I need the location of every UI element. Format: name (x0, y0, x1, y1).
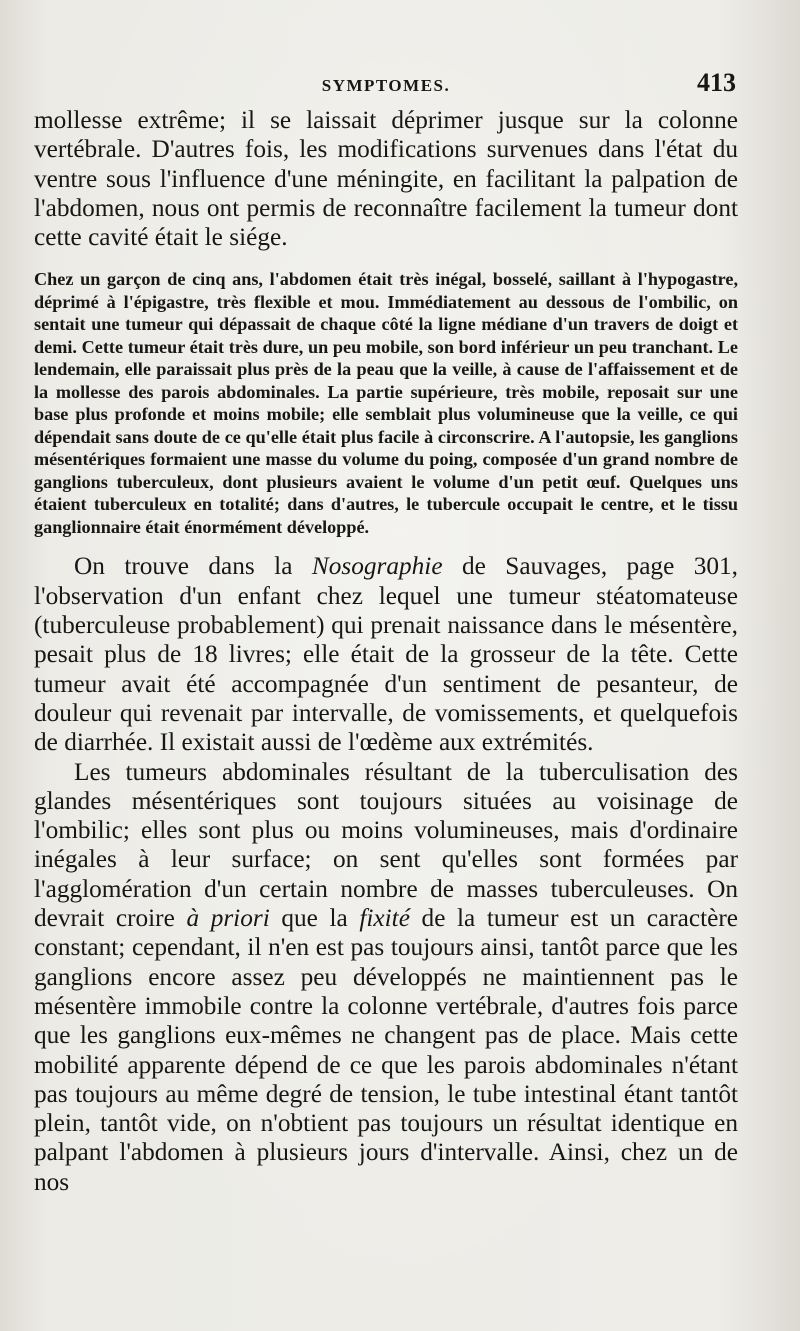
running-head (34, 68, 738, 106)
paragraph-text: de Sauvages, page 301, l'observation d'un enfant chez lequel une tumeur stéatomateuse (tuberculeuse probablement) qui prenait naissance dans le mésentère, pesait plus de 18 livres; elle était de la grosseur de la tête. Cette tumeur avait été accompagnée d'un sentiment de pesanteur, de douleur qui revenait par intervalle, de vomissements, et quelquefois de diarrhée. Il existait aussi de l'œdème aux extrémités. (34, 552, 738, 757)
paragraph-text: de la tumeur est un caractère constant; cependant, il n'en est pas toujours ainsi, tantôt parce que les ganglions encore assez peu développés ne maintiennent pas le mésentère immobile contre la colonne vertébrale, d'autres fois parce que les ganglions eux-mêmes ne changent pas de place. Mais cette mobilité apparente dépend de ce que les parois abdominales n'étant pas toujours au même degré de tension, le tube intestinal étant tantôt plein, tantôt vide, on n'obtient pas toujours un résultat identique en palpant l'abdomen à plusieurs jours d'intervalle. Ainsi, chez un de nos (34, 904, 739, 1196)
case-observation-paragraph: Chez un garçon de cinq ans, l'abdomen était très inégal, bosselé, saillant à l'hypogastre, déprimé à l'épigastre, très flexible et mou. Immédiatement au dessous de l'ombilic, on sentait une tumeur qui dépassait de chaque côté la ligne médiane d'un travers de doigt et demi. Cette tumeur était très dure, un peu mobile, son bord inférieur un peu tranchant. Le lendemain, elle paraissait plus près de la peau que la veille, à cause de l'affaissement et de la mollesse des parois abdominales. La partie supérieure, très mobile, reposait sur une base plus profonde et moins mobile; elle semblait plus volumineuse que la veille, ce qui dépendait sans doute de ce qu'elle était plus facile à circonscrire. A l'autopsie, les ganglions mésentériques formaient une masse du volume du poing, composée d'un grand nombre de ganglions tuberculeux, dont plusieurs avaient le volume d'un petit œuf. Quelques uns étaient tuberculeux en totalité; dans d'autres, le tubercule occupait le centre, et le tissu ganglionnaire était énormément développé. (34, 269, 738, 537)
emphasis-fixite: fixité (359, 904, 410, 933)
page-number: 413 (697, 68, 736, 97)
paragraph-sauvages-observation (34, 552, 738, 757)
paragraph-text: que la (269, 904, 360, 933)
paragraph-abdominal-tumors (34, 758, 738, 1197)
paragraph-continuation: mollesse extrême; il se laissait déprimer jusque sur la colonne vertébrale. D'autres fois, les modifications survenues dans l'état du ventre sous l'influence d'une méningite, en facilitant la palpation de l'abdomen, nous ont permis de reconnaître facilement la tumeur dont cette cavité était le siége. (34, 106, 738, 252)
emphasis-a-priori: à priori (186, 904, 270, 933)
running-head-title: SYMPTOMES. (321, 76, 451, 95)
book-title-nosographie: Nosographie (311, 552, 443, 581)
paragraph-text: On trouve dans la (74, 552, 312, 581)
paragraph-text: Les tumeurs abdominales résultant de la tuberculisation des glandes mésentériques sont toujours situées au voisinage de l'ombilic; elles sont plus ou moins volumineuses, mais d'ordinaire inégales à leur surface; on sent qu'elles sont formées par l'agglomération d'un certain nombre de masses tuberculeuses. On devrait croire (34, 757, 738, 933)
